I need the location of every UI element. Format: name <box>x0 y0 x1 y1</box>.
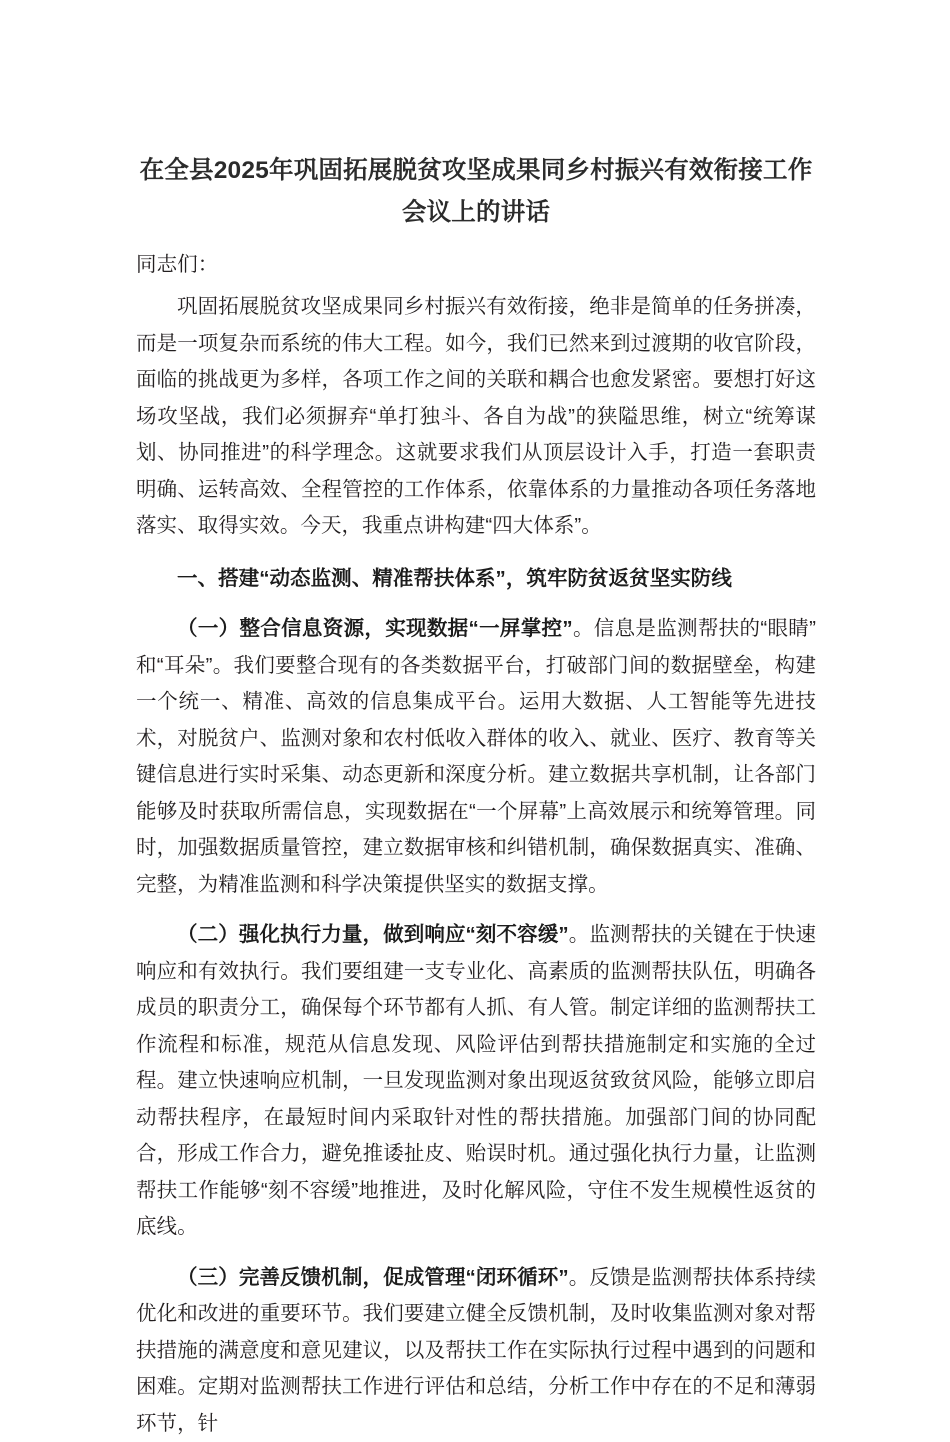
subsection-1-1 <box>136 611 816 903</box>
salutation-line: 同志们： <box>136 253 219 277</box>
subsection-1-2-lead: （二）强化执行力量，做到响应“刻不容缓” <box>177 923 569 947</box>
subsection-1-3-body: 。反馈是监测帮扶体系持续优化和改进的重要环节。我们要建立健全反馈机制，及时收集监测对象对帮扶措施的满意度和意见建议，以及帮扶工作在实际执行过程中遇到的问题和困难。定期对监测帮扶工作进行评估和总结，分析工作中存在的不足和薄弱环节，针 <box>136 1265 817 1435</box>
subsection-1-1-body: 。信息是监测帮扶的“眼睛”和“耳朵”。我们要整合现有的各类数据平台，打破部门间的数据壁垒，构建一个统一、精准、高效的信息集成平台。运用大数据、人工智能等先进技术，对脱贫户、监测对象和农村低收入群体的收入、就业、医疗、教育等关键信息进行实时采集、动态更新和深度分析。建立数据共享机制，让各部门能够及时获取所需信息，实现数据在“一个屏幕”上高效展示和统筹管理。同时，加强数据质量管控，建立数据审核和纠错机制，确保数据真实、准确、完整，为精准监测和科学决策提供坚实的数据支撑。 <box>136 617 817 896</box>
intro-paragraph: 巩固拓展脱贫攻坚成果同乡村振兴有效衔接，绝非是简单的任务拼凑，而是一项复杂而系统的伟大工程。如今，我们已然来到过渡期的收官阶段，面临的挑战更为多样，各项工作之间的关联和耦合也愈发紧密。要想打好这场攻坚战，我们必须摒弃“单打独斗、各自为战”的狭隘思维，树立“统筹谋划、协同推进”的科学理念。这就要求我们从顶层设计入手，打造一套职责明确、运转高效、全程管控的工作体系，依靠体系的力量推动各项任务落地落实、取得实效。今天，我重点讲构建“四大体系”。 <box>136 295 816 538</box>
page-title: 在全县2025年巩固拓展脱贫攻坚成果同乡村振兴有效衔接工作会议上的讲话 <box>139 157 813 227</box>
subsection-1-3-lead: （三）完善反馈机制，促成管理“闭环循环” <box>177 1265 569 1289</box>
subsection-1-2 <box>136 917 816 1245</box>
subsection-1-2-body: 。监测帮扶的关键在于快速响应和有效执行。我们要组建一支专业化、高素质的监测帮扶队伍，明确各成员的职责分工，确保每个环节都有人抓、有人管。制定详细的监测帮扶工作流程和标准，规范从信息发现、风险评估到帮扶措施制定和实施的全过程。建立快速响应机制，一旦发现监测对象出现返贫致贫风险，能够立即启动帮扶程序，在最短时间内采取针对性的帮扶措施。加强部门间的协同配合，形成工作合力，避免推诿扯皮、贻误时机。通过强化执行力量，让监测帮扶工作能够“刻不容缓”地推进，及时化解风险，守住不发生规模性返贫的底线。 <box>136 923 817 1239</box>
subsection-1-3 <box>136 1260 816 1442</box>
subsection-1-1-lead: （一）整合信息资源，实现数据“一屏掌控” <box>177 617 573 641</box>
section-heading-1: 一、搭建“动态监测、精准帮扶体系”，筑牢防贫返贫坚实防线 <box>177 566 732 590</box>
